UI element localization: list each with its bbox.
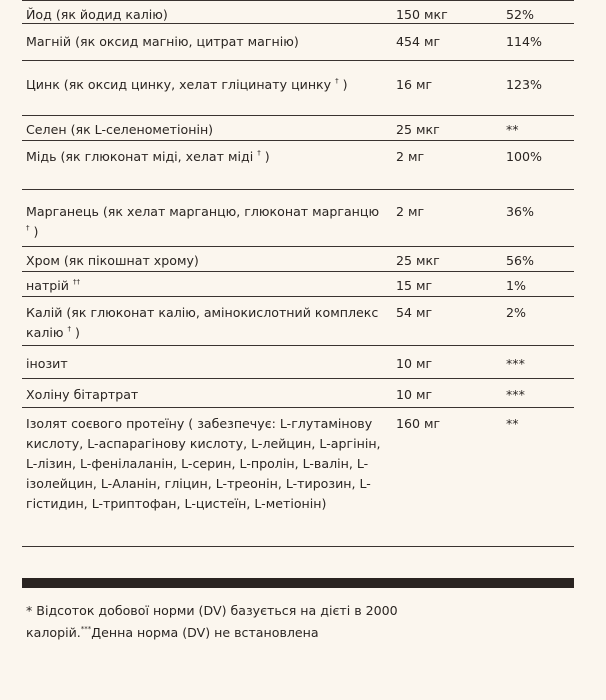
nutrient-name — [26, 414, 386, 514]
supplement-facts-table — [22, 0, 574, 547]
footnote — [26, 600, 416, 644]
nutrient-name — [26, 251, 386, 271]
nutrient-amount: 15 мг — [396, 278, 433, 293]
nutrient-name-text: Магній (як оксид магнію, цитрат магнію) — [26, 34, 299, 49]
table-row — [22, 379, 574, 408]
table-row — [22, 61, 574, 116]
nutrient-name-superscript: † — [335, 77, 339, 85]
table-row — [22, 24, 574, 61]
nutrient-name-superscript: †† — [72, 278, 80, 286]
nutrient-name — [26, 303, 386, 343]
table-row — [22, 247, 574, 272]
nutrient-daily-value: 56% — [506, 253, 534, 268]
nutrient-name-text: Хром (як пікошнат хрому) — [26, 253, 199, 268]
nutrient-name-superscript: † — [67, 325, 71, 333]
nutrient-daily-value: 114% — [506, 34, 543, 49]
nutrient-name-text: Селен (як L-селенометіонін) — [26, 122, 214, 137]
nutrient-name-tail: ) — [33, 224, 39, 239]
nutrient-amount: 2 мг — [396, 149, 425, 164]
nutrient-daily-value: *** — [506, 387, 525, 402]
table-row — [22, 346, 574, 379]
nutrient-name-tail: ) — [342, 77, 348, 92]
nutrient-name — [26, 385, 386, 405]
nutrient-name-text: Марганець (як хелат марганцю, глюконат марганцю — [26, 204, 380, 219]
nutrient-daily-value: 100% — [506, 149, 543, 164]
nutrient-name — [26, 147, 386, 167]
nutrient-name — [26, 75, 386, 95]
nutrient-amount: 10 мг — [396, 356, 433, 371]
nutrient-name — [26, 32, 386, 52]
table-row — [22, 190, 574, 247]
nutrient-name-text: інозит — [26, 356, 68, 371]
table-bottom-bar — [22, 578, 574, 588]
nutrient-daily-value: ** — [506, 122, 519, 137]
table-row — [22, 408, 574, 547]
table-row — [22, 0, 574, 24]
table-row — [22, 141, 574, 190]
nutrient-name-superscript: † — [26, 224, 30, 232]
nutrient-daily-value: ** — [506, 416, 519, 431]
footnote-superscript: *** — [80, 625, 92, 633]
nutrient-name-tail: ) — [264, 149, 270, 164]
nutrient-name — [26, 354, 386, 374]
nutrient-amount: 10 мг — [396, 387, 433, 402]
nutrient-amount: 54 мг — [396, 305, 433, 320]
nutrient-daily-value: 2% — [506, 305, 526, 320]
nutrient-amount: 454 мг — [396, 34, 441, 49]
nutrient-name-tail: ) — [75, 325, 80, 340]
nutrient-amount: 16 мг — [396, 77, 433, 92]
nutrient-name-text: Ізолят соєвого протеїну ( забезпечує: L-глутамінову кислоту, L-аспарагінову кислоту, L-лейцин, L-аргінін, L-лізин, L-фенілаланін, L-серин, L-пролін, L-валін, L-ізолейцин, L-Аланін, гліцин, L-треонін, L-тирозин, L-гістидин, L-триптофан, L-цистеїн, L-метіонін) — [26, 416, 381, 511]
nutrient-amount: 160 мг — [396, 416, 441, 431]
table-row — [22, 272, 574, 297]
nutrient-daily-value: 123% — [506, 77, 543, 92]
footnote-text-2: Денна норма (DV) не встановлена — [91, 625, 319, 640]
nutrient-name — [26, 276, 386, 296]
nutrient-name — [26, 5, 386, 25]
nutrient-name-text: Мідь (як глюконат міді, хелат міді — [26, 149, 254, 164]
nutrient-daily-value: *** — [506, 356, 525, 371]
nutrient-name-text: Йод (як йодид калію) — [26, 7, 168, 22]
nutrient-amount: 150 мкг — [396, 7, 448, 22]
nutrient-amount: 2 мг — [396, 204, 425, 219]
nutrient-name-text: Холіну бітартрат — [26, 387, 139, 402]
nutrient-amount: 25 мкг — [396, 122, 440, 137]
footnote-text-1: * Відсоток добової норми (DV) базується на дієті в 2000 калорій. — [26, 603, 398, 640]
table-row — [22, 297, 574, 346]
nutrient-name-text: Калій (як глюконат калію, амінокислотний комплекс калію — [26, 305, 379, 340]
nutrient-daily-value: 36% — [506, 204, 534, 219]
table-row — [22, 116, 574, 141]
nutrient-name-superscript: † — [257, 149, 261, 157]
nutrient-daily-value: 52% — [506, 7, 534, 22]
nutrient-name-text: Цинк (як оксид цинку, хелат гліцинату цинку — [26, 77, 332, 92]
nutrient-daily-value: 1% — [506, 278, 526, 293]
nutrient-name — [26, 120, 386, 140]
nutrient-name — [26, 202, 386, 242]
nutrient-amount: 25 мкг — [396, 253, 440, 268]
nutrient-name-text: натрій — [26, 278, 69, 293]
